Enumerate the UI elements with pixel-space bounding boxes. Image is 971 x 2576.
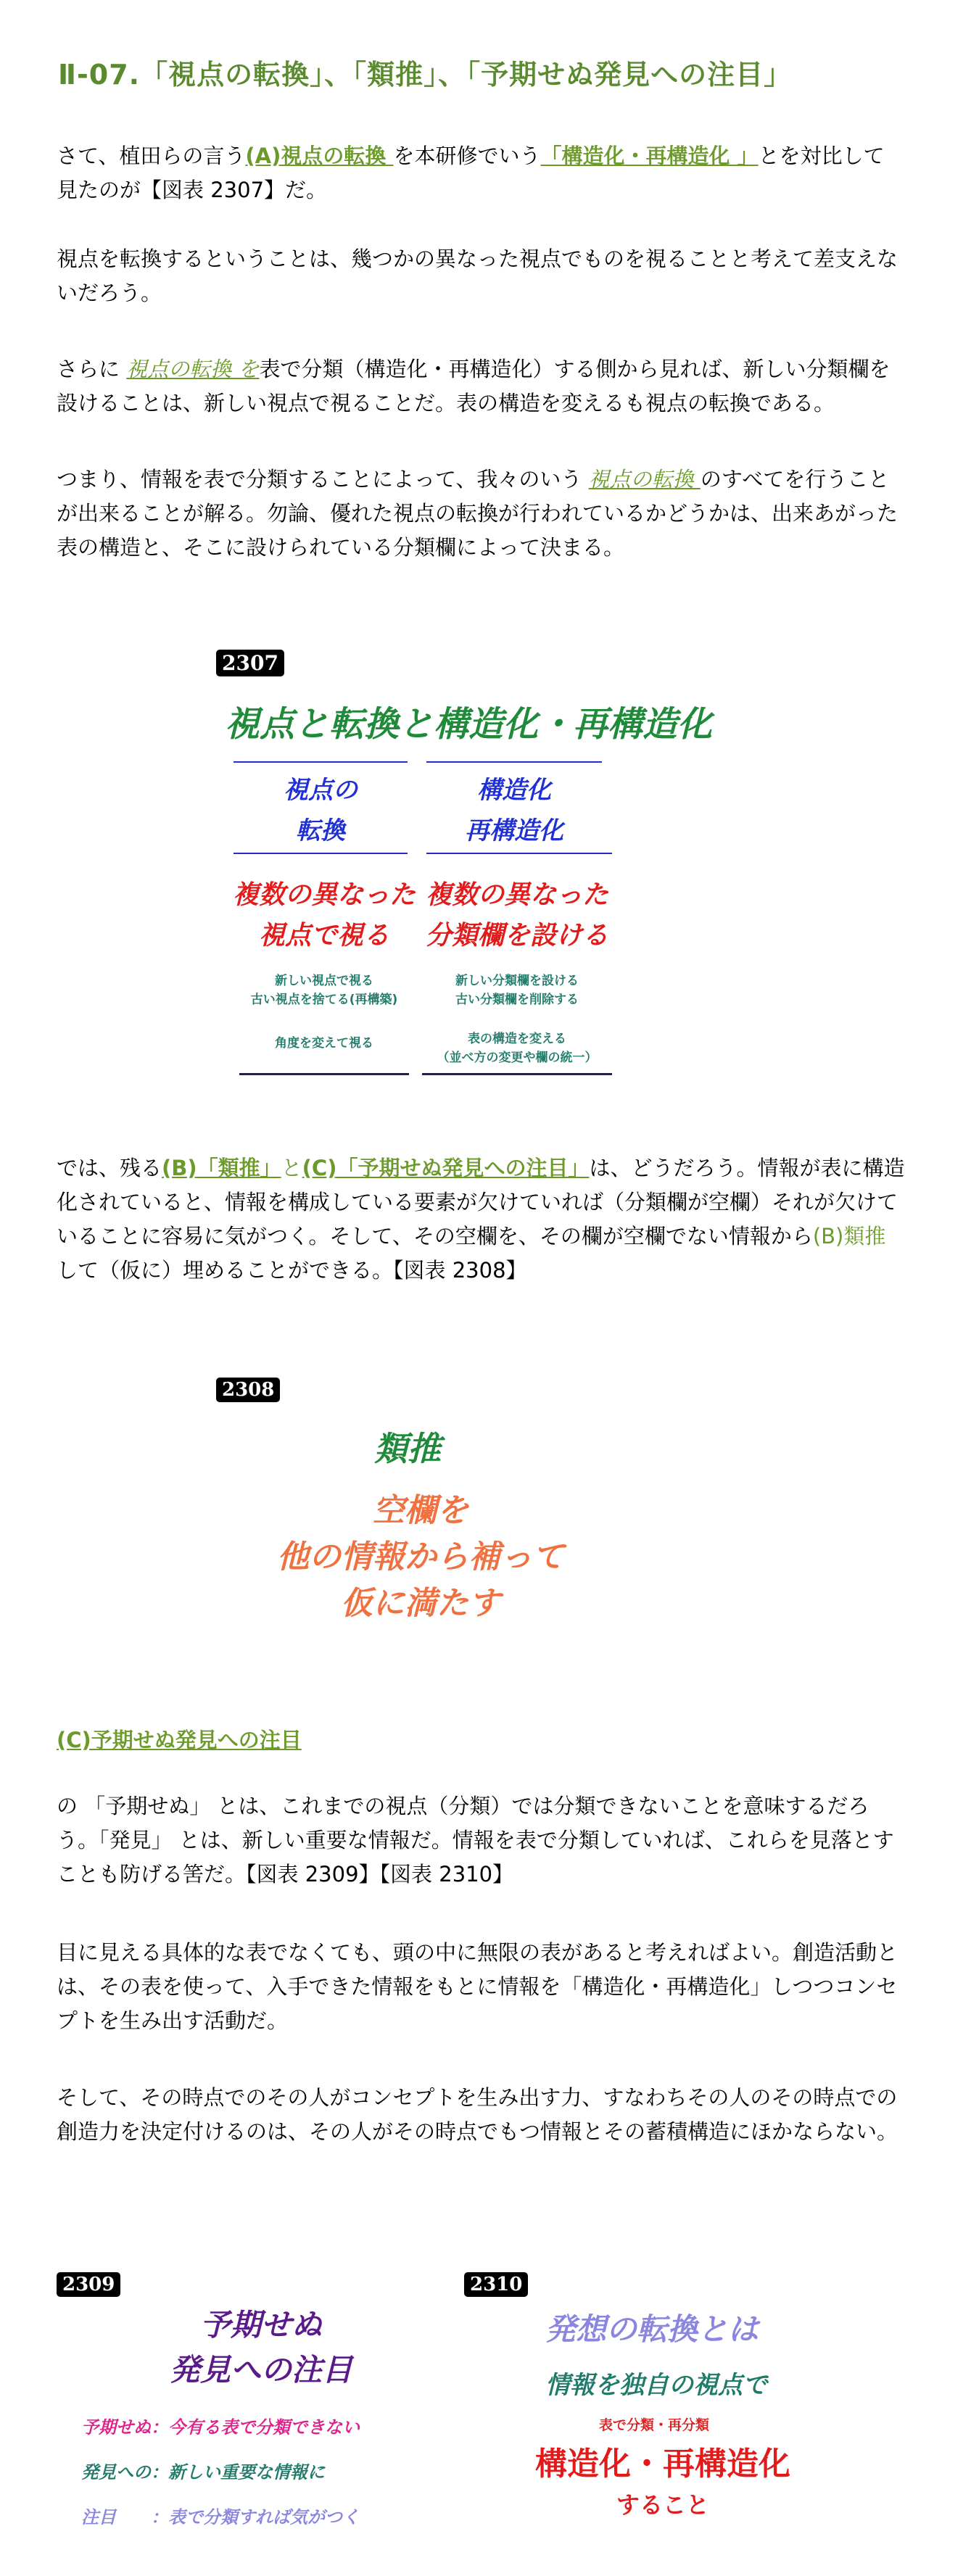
p4-text-pre: つまり、情報を表で分類することによって、我々のいう [57,467,589,492]
figure-2307-left-mid-line [234,853,408,854]
section-heading-c[interactable]: (C)予期せぬ発見への注目 [57,1728,302,1752]
paragraph-2: 視点を転換するということは、幾つかの異なった視点でものを視ることと考えて差支えないだろう。 [57,247,898,305]
figure-2307-right-red-1: 複数の異なった [425,879,608,910]
paragraph-5 [57,1151,905,1288]
figure-2308-line-1: 空欄を [373,1492,468,1529]
figure-2307-right-top-line [426,761,602,763]
figure-2307-left-top-line [234,761,408,763]
p5-text-mid-2: は、どうだろう。情報が表に構造化されていると、情報を構成している要素が欠けていれば（分類欄が空欄）それが欠けていることに容易に気がつく。そして、その空欄を、その欄が空欄でない情報から [57,1156,905,1248]
figure-2307-right-small-2: 古い分類欄を削除する [455,993,579,1007]
figure-2310-badge: 2310 [464,2272,528,2297]
p3-text-post: 表で分類（構造化・再構造化）する側から見れば、新しい分類欄を設けることは、新しい視点で視ることだ。表の構造を変えるも視点の転換である。 [57,357,891,415]
figure-2307-right-head-2: 再構造化 [465,816,563,845]
figure-2309-title-2: 発見への注目 [169,2352,352,2387]
figure-2309-title-1: 予期せぬ [199,2307,322,2343]
link-analogy[interactable]: (B)「類推」 [162,1156,281,1180]
figure-2308-line-3: 仮に満たす [341,1585,500,1622]
p5-text-pre: では、残る [57,1156,162,1180]
p1-text-mid: を本研修でいう [393,144,541,168]
figure-2307-left-small-3: 角度を変えて視る [275,1036,373,1051]
link-viewpoint-shift-2[interactable]: 視点の転換 を [126,357,260,381]
figure-2310-line-2: 表で分類・再分類 [599,2417,710,2433]
p5-analogy-term: (B)類推 [812,1224,886,1248]
paragraph-7: 目に見える具体的な表でなくても、頭の中に無限の表があると考えればよい。創造活動とは、その表を使って、入手できた情報をもとに情報を「構造化・再構造化」しつつコンセプトを生み出す活動だ。 [57,1940,898,2033]
figure-2310-line-3: 構造化・再構造化 [535,2445,790,2482]
figure-2309-line-3: 注目 ：表で分類すれば気がつく [81,2506,360,2527]
paragraph-6: の 「予期せぬ」 とは、これまでの視点（分類）では分類できないことを意味するだろう。「発見」 とは、新しい重要な情報だ。情報を表で分類していれば、これらを見落とすことも防げる筈だ。【図表 2309】【図表 2310】 [57,1794,894,1887]
figure-2307-right-mid-line [426,853,612,854]
figure-2309-badge: 2309 [57,2272,120,2297]
figure-2307-right-head-1: 構造化 [477,776,551,805]
link-viewpoint-shift[interactable]: (A)視点の転換 [245,144,394,168]
figure-2307-right-red-2: 分類欄を設ける [425,920,608,951]
figure-2307-left-head-2: 転換 [296,816,345,845]
figure-2307-right-bottom-line [422,1073,612,1075]
figure-2310-title: 発想の転換とは [545,2311,759,2347]
figure-2308-line-2: 他の情報から補って [277,1538,564,1575]
figure-2307-left-small-1: 新しい視点で視る [275,974,373,988]
link-structuring[interactable]: 「構造化・再構造化 」 [540,144,759,168]
figure-2307-left-head-1: 視点の [284,776,358,805]
figure-2307-right-small-3: 表の構造を変える [468,1032,566,1046]
figure-2307-left-bottom-line [239,1073,409,1075]
paragraph-4 [57,463,905,565]
figure-2310-line-1: 情報を独自の視点で [545,2371,767,2400]
p5-text-mid-1: と [281,1156,302,1180]
paragraph-3 [57,352,905,421]
page-title: Ⅱ-07.「視点の転換」、「類推」、「予期せぬ発見への注目」 [58,59,793,91]
p1-text-pre: さて、植田らの言う [57,144,246,168]
figure-2307-left-red-2: 視点で視る [258,920,389,951]
figure-2307-left-small-2: 古い視点を捨てる(再構築) [250,993,398,1007]
p4-text-post: のすべてを行うことが出来ることが解る。勿論、優れた視点の転換が行われているかどうかは、出来あがった表の構造と、そこに設けられている分類欄によって決まる。 [57,467,898,560]
figure-2307-left-red-1: 複数の異なった [232,879,416,910]
link-viewpoint-shift-3[interactable]: 視点の転換 [588,467,701,492]
figure-2307-title: 視点と転換と構造化・再構造化 [225,704,713,745]
figure-2307-right-small-4: （並べ方の変更や欄の統一） [437,1051,598,1065]
p3-text-pre: さらに [57,357,127,381]
paragraph-8: そして、その時点でのその人がコンセプトを生み出す力、すなわちその人のその時点での創造力を決定付けるのは、その人がその時点でもつ情報とその蓄積構造にほかならない。 [57,2085,898,2144]
link-unexpected-discovery[interactable]: (C)「予期せぬ発見への注目」 [302,1156,590,1180]
p1-text-post: とを対比して見たのが【図表 2307】だ。 [57,144,885,202]
paragraph-1 [57,139,905,207]
figure-2309-line-2: 発見への：新しい重要な情報に [81,2461,325,2482]
figure-2307-right-small-1: 新しい分類欄を設ける [455,974,579,988]
p5-text-post: して（仮に）埋めることができる。【図表 2308】 [57,1258,527,1283]
figure-2308-title: 類推 [374,1429,441,1468]
figure-2308-badge: 2308 [216,1378,280,1402]
figure-2307-badge: 2307 [216,650,284,676]
figure-2310-line-4: すること [616,2491,710,2519]
figure-2309-line-1: 予期せぬ：今有る表で分類できない [81,2416,360,2438]
